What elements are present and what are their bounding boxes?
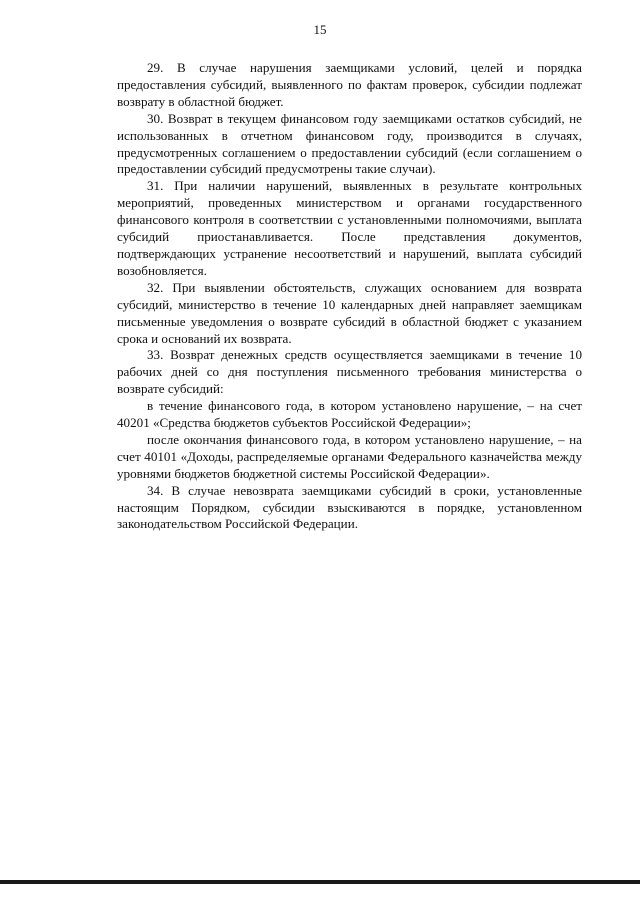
paragraph-31: 31. При наличии нарушений, выявленных в результате контрольных мероприятий, проведенных министерством и органами государственного финансового контроля в соответствии с установленными полномочиями, выплата субсидий приостанавливается. После представления документов, подтверждающих устранение несоответствий и нарушений, выплата субсидий возобновляется. <box>117 178 582 278</box>
paragraph-33-item-1: в течение финансового года, в котором установлено нарушение, – на счет 40201 «Средства бюджетов субъектов Российской Федерации»; <box>117 398 582 431</box>
document-body <box>117 60 582 533</box>
paragraph-30: 30. Возврат в текущем финансовом году заемщиками остатков субсидий, не использованных в отчетном финансовом году, производится в случаях, предусмотренных соглашением о предоставлении субсидий (если соглашением о предоставлении субсидий предусмотрены такие случаи). <box>117 110 582 177</box>
page-number: 15 <box>313 22 327 37</box>
paragraph-34: 34. В случае невозврата заемщиками субсидий в сроки, установленные настоящим Порядком, субсидии взыскиваются в порядке, установленном законодательством Российской Федерации. <box>117 482 582 532</box>
paragraph-32: 32. При выявлении обстоятельств, служащих основанием для возврата субсидий, министерство в течение 10 календарных дней направляет заемщикам письменные уведомления о возврате субсидий в областной бюджет с указанием срока и оснований их возврата. <box>117 279 582 346</box>
paragraph-33: 33. Возврат денежных средств осуществляется заемщиками в течение 10 рабочих дней со дня поступления письменного требования министерства о возврате субсидий: <box>117 347 582 397</box>
paragraph-33-item-2: после окончания финансового года, в котором установлено нарушение, – на счет 40101 «Доходы, распределяемые органами Федерального казначейства между уровнями бюджетов бюджетной системы Российской Федерации». <box>117 431 582 481</box>
paragraph-29: 29. В случае нарушения заемщиками условий, целей и порядка предоставления субсидий, выявленного по фактам проверок, субсидии подлежат возврату в областной бюджет. <box>117 60 582 109</box>
bottom-rule <box>0 880 640 884</box>
